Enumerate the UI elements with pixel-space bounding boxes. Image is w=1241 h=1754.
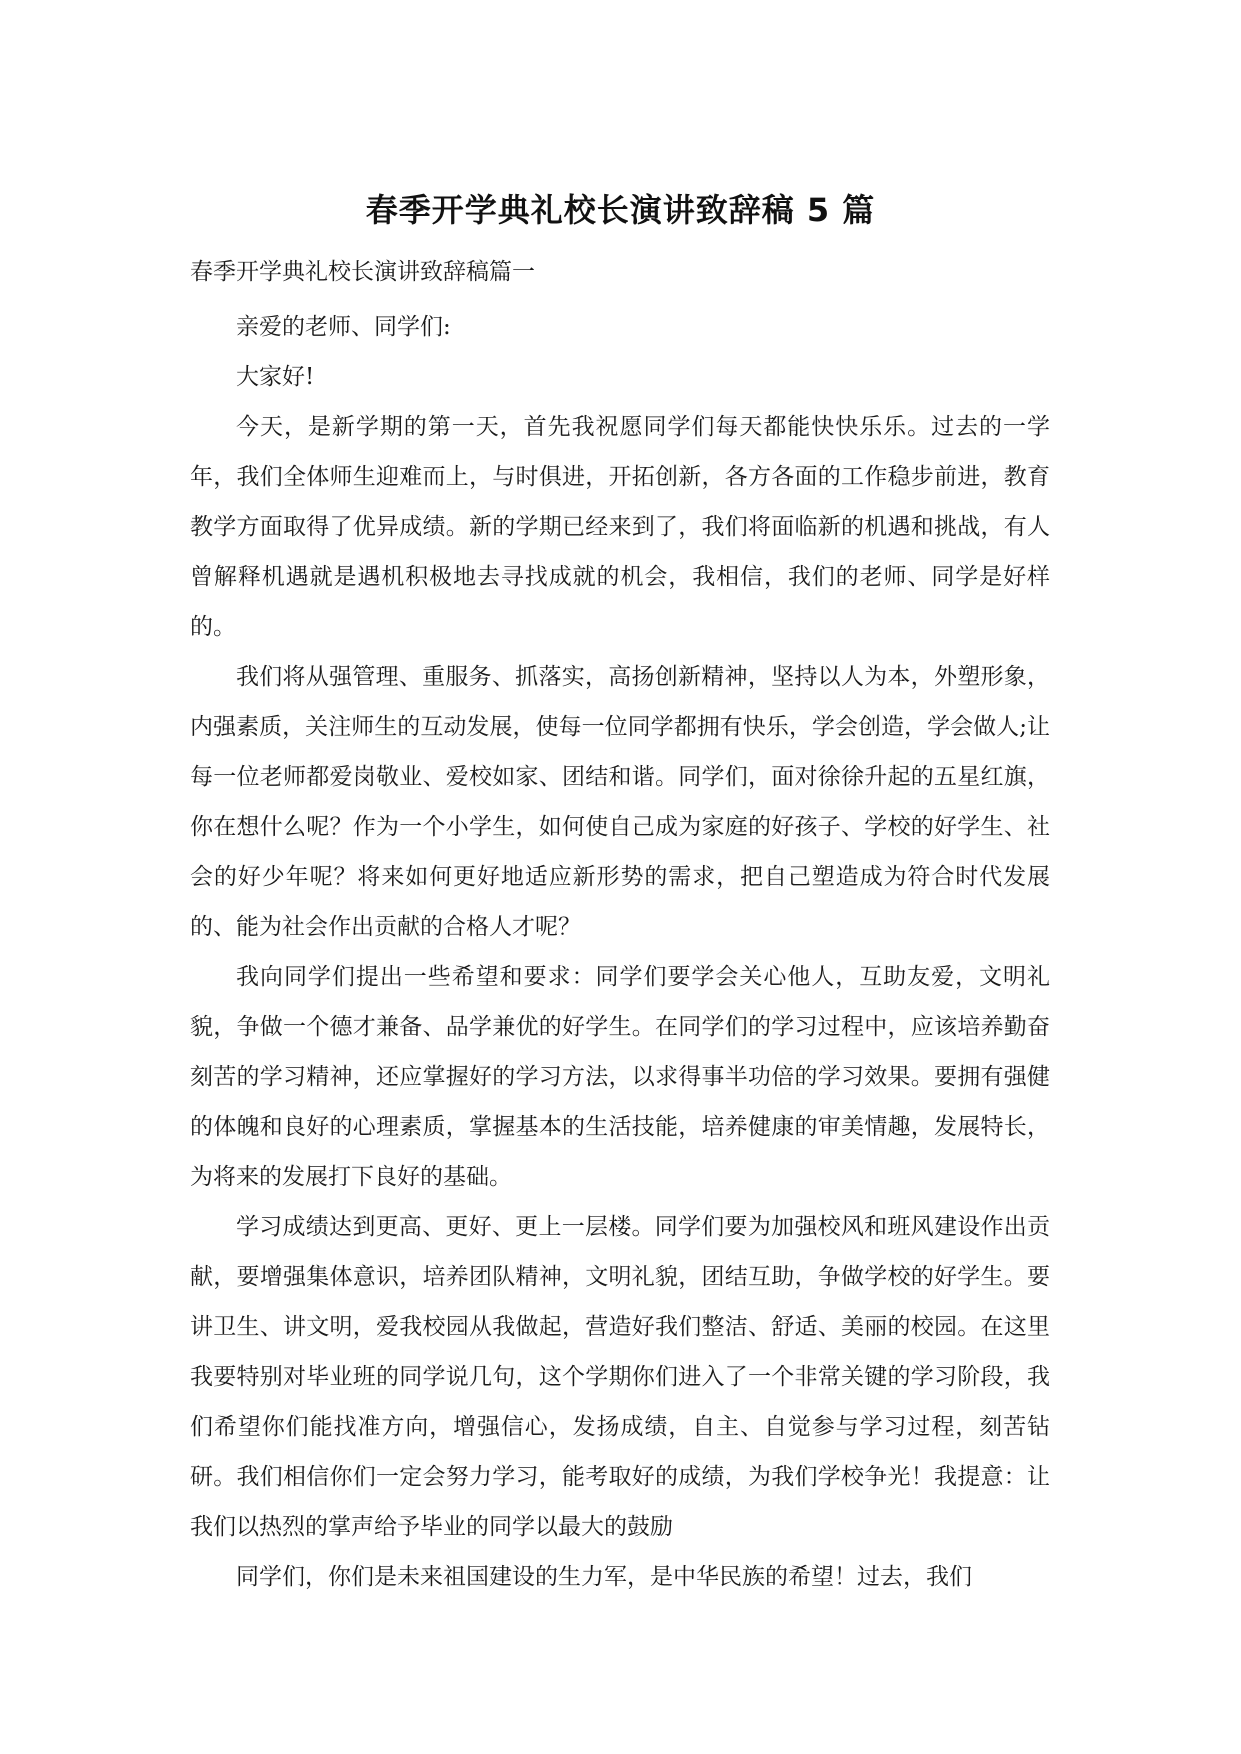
body-paragraph: 我们将从强管理、重服务、抓落实，高扬创新精神，坚持以人为本，外塑形象，内强素质，关注师生的互动发展，使每一位同学都拥有快乐，学会创造，学会做人;让每一位老师都爱岗敬业、爱校如家、团结和谐。同学们，面对徐徐升起的五星红旗，你在想什么呢？作为一个小学生，如何使自己成为家庭的好孩子、学校的好学生、社会的好少年呢？将来如何更好地适应新形势的需求，把自己塑造成为符合时代发展的、能为社会作出贡献的合格人才呢？ bbox=[190, 664, 1050, 940]
body-paragraph: 我向同学们提出一些希望和要求：同学们要学会关心他人，互助友爱，文明礼貌，争做一个德才兼备、品学兼优的好学生。在同学们的学习过程中，应该培养勤奋刻苦的学习精神，还应掌握好的学习方法，以求得事半功倍的学习效果。要拥有强健的体魄和良好的心理素质，掌握基本的生活技能，培养健康的审美情趣，发展特长，为将来的发展打下良好的基础。 bbox=[190, 964, 1050, 1190]
body-paragraph: 今天，是新学期的第一天，首先我祝愿同学们每天都能快快乐乐。过去的一学年，我们全体师生迎难而上，与时俱进，开拓创新，各方各面的工作稳步前进，教育教学方面取得了优异成绩。新的学期已经来到了，我们将面临新的机遇和挑战，有人曾解释机遇就是遇机积极地去寻找成就的机会，我相信，我们的老师、同学是好样的。 bbox=[190, 414, 1050, 640]
body-paragraph: 同学们，你们是未来祖国建设的生力军，是中华民族的希望！过去，我们 bbox=[236, 1564, 972, 1590]
body-paragraph: 学习成绩达到更高、更好、更上一层楼。同学们要为加强校风和班风建设作出贡献，要增强集体意识，培养团队精神，文明礼貌，团结互助，争做学校的好学生。要讲卫生、讲文明，爱我校园从我做起，营造好我们整洁、舒适、美丽的校园。在这里我要特别对毕业班的同学说几句，这个学期你们进入了一个非常关键的学习阶段，我们希望你们能找准方向，增强信心，发扬成绩，自主、自觉参与学习过程，刻苦钻研。我们相信你们一定会努力学习，能考取好的成绩，为我们学校争光！我提意：让我们以热烈的掌声给予毕业的同学以最大的鼓励 bbox=[190, 1214, 1050, 1540]
section-heading: 春季开学典礼校长演讲致辞稿篇一 bbox=[190, 259, 535, 285]
greeting-paragraph: 亲爱的老师、同学们: bbox=[236, 314, 451, 340]
document-body bbox=[190, 302, 1050, 1602]
document-title: 春季开学典礼校长演讲致辞稿 5 篇 bbox=[365, 191, 876, 229]
salutation-paragraph: 大家好! bbox=[236, 364, 315, 390]
